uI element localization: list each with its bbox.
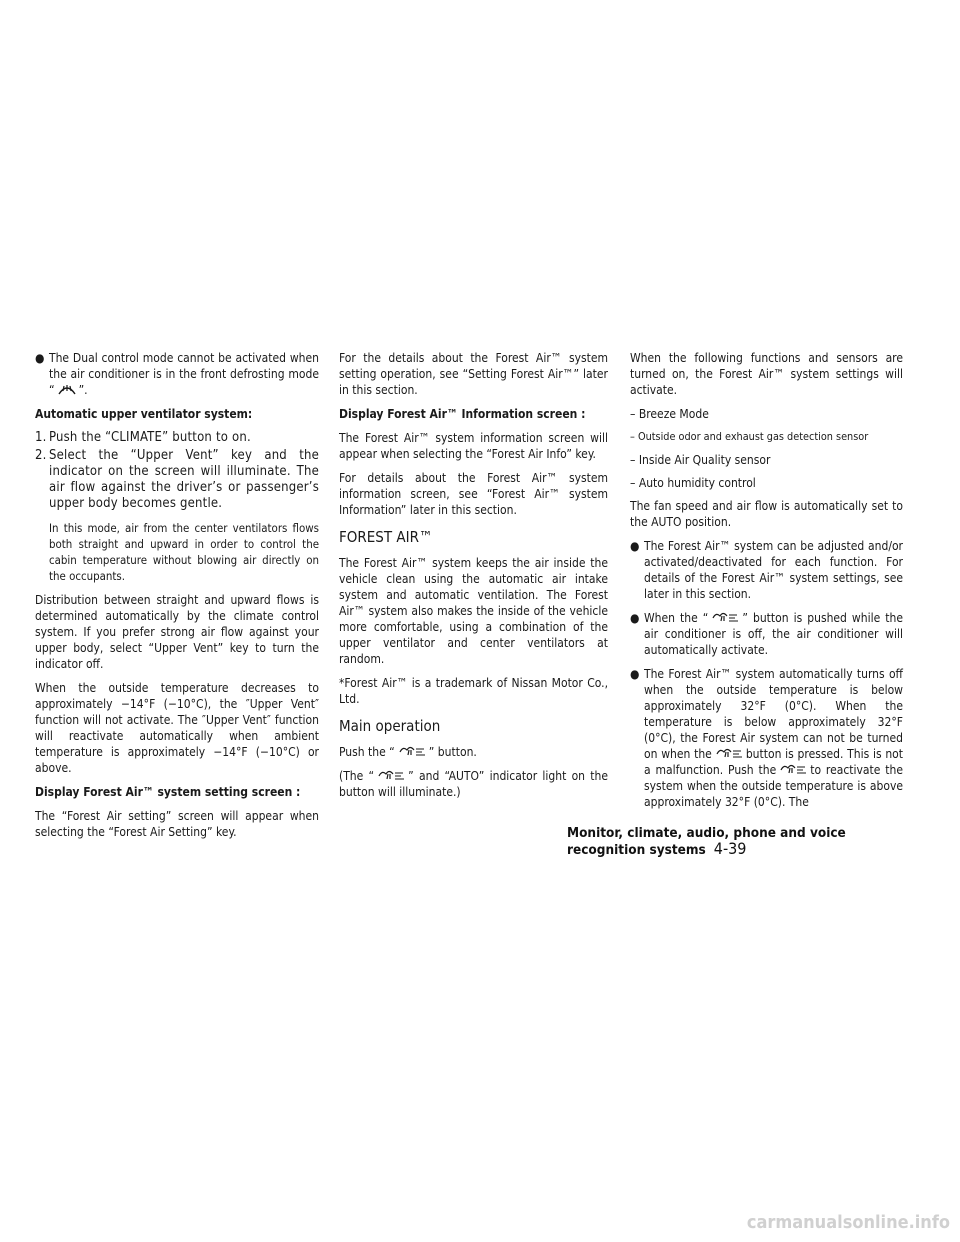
watermark: carmanualsonline.info [746, 1212, 950, 1233]
forest-air-icon [397, 744, 427, 758]
bullet-mark: ● [630, 539, 640, 553]
step-1 [35, 430, 319, 446]
bullet-auto-off [630, 666, 903, 810]
step-2 [35, 448, 319, 512]
forest-air-icon [778, 762, 808, 776]
para-fan-speed: The fan speed and air flow is automatically set to the AUTO position. [630, 499, 903, 529]
step-2-text: Select the “Upper Vent” key and the indicator on the screen will illuminate. The air flow against the driver’s or passenger’s upper body becomes gentle. [49, 448, 319, 511]
indicator-text-a: (The “ [339, 769, 375, 783]
dash-odor-sensor: – Outside odor and exhaust gas detection sensor [630, 430, 869, 443]
push-text-a: Push the “ [339, 745, 395, 759]
para-distribution: Distribution between straight and upward flows is determined automatically by the climate control system. If you prefer strong air flow against your upper body, select “Upper Vent” key to turn the indicator off. [35, 593, 319, 671]
page-footer [567, 825, 907, 858]
bullet-dual-control [35, 350, 319, 398]
para-forest-air: The Forest Air™ system keeps the air inside the vehicle clean using the automatic air intake system and automatic ventilation. The Forest Air™ system also makes the inside of the vehicle more comfortable, using a combination of the upper ventilator and center ventilators at random. [339, 556, 608, 666]
bullet-mark: ● [630, 611, 640, 625]
bullet-adjusted-text: The Forest Air™ system can be adjusted and/or activated/deactivated for each function. For details of the Forest Air™ system settings, see later in this section. [644, 539, 903, 601]
bullet-when-text-b: ” button is pushed while the air conditioner is off, the air conditioner will automatically activate. [644, 611, 903, 657]
column-right [630, 350, 903, 818]
para-details-info: For details about the Forest Air™ system information screen, see “Forest Air™ system Information” later in this section. [339, 471, 608, 517]
dash-air-quality: – Inside Air Quality sensor [630, 453, 771, 467]
dash-breeze-mode: – Breeze Mode [630, 407, 709, 421]
bullet-adjusted [630, 538, 903, 602]
para-trademark: *Forest Air™ is a trademark of Nissan Motor Co., Ltd. [339, 676, 608, 706]
para-details-setting: For the details about the Forest Air™ system setting operation, see “Setting Forest Air™” later in this section. [339, 351, 608, 397]
step-1-text: Push the “CLIMATE” button to on. [49, 430, 251, 445]
step-1-number: 1. [35, 430, 47, 445]
push-text-b: ” button. [428, 745, 477, 759]
bullet-dual-text-a: The Dual control mode cannot be activated when the air conditioner is in the front defrosting mode “ [49, 351, 319, 397]
column-middle [339, 350, 608, 808]
dash-humidity: – Auto humidity control [630, 476, 756, 490]
para-temperature: When the outside temperature decreases to approximately −14°F (−10°C), the ″Upper Vent″ function will not activate. The ″Upper Vent″ function will reactivate automatically when ambient temperature is approximately −14°F (−10°C) or above. [35, 681, 319, 775]
heading-info-screen: Display Forest Air™ Information screen : [339, 407, 586, 421]
heading-main-operation: Main operation [339, 717, 441, 735]
para-setting-screen: The “Forest Air setting” screen will appear when selecting the “Forest Air Setting” key. [35, 809, 319, 839]
forest-air-icon [710, 610, 740, 624]
heading-setting-screen: Display Forest Air™ system setting screen : [35, 785, 301, 799]
bullet-when-text-a: When the “ [644, 611, 709, 625]
page-number: 4-39 [713, 839, 747, 858]
step-2-number: 2. [35, 448, 47, 463]
para-push-button [339, 744, 608, 760]
bullet-off-text-c: to reactivate the system when the outside temperature is above approximately 32°F (0°C). The [644, 763, 903, 809]
indicator-text-b: ” and “AUTO” indicator light on the button will illuminate.) [339, 769, 608, 799]
bullet-off-text-b: button is pressed. This is not a malfunction. Push the [644, 747, 903, 777]
bullet-mark: ● [35, 351, 45, 365]
para-following: When the following functions and sensors are turned on, the Forest Air™ system settings will activate. [630, 351, 903, 397]
bullet-dual-text-b: ”. [78, 383, 88, 397]
column-left [35, 350, 319, 848]
forest-air-icon [376, 768, 406, 782]
bullet-off-text-a: The Forest Air™ system automatically turns off when the outside temperature is below approximately 32°F (0°C). When the temperature is below approximately 32°F (0°C), the Forest Air system can not be turned on when the [644, 667, 903, 761]
para-info-screen: The Forest Air™ system information screen will appear when selecting the “Forest Air Info” key. [339, 431, 608, 461]
step-2-note: In this mode, air from the center ventilators flows both straight and upward in order to control the cabin temperature without blowing air directly on the occupants. [49, 521, 319, 583]
forest-air-icon [714, 746, 744, 760]
bullet-mark: ● [630, 667, 640, 681]
para-indicator [339, 768, 608, 800]
bullet-when-pushed [630, 610, 903, 658]
heading-forest-air: FOREST AIR™ [339, 528, 433, 546]
footer-section-title: Monitor, climate, audio, phone and voice recognition systems [567, 825, 846, 858]
heading-upper-ventilator: Automatic upper ventilator system: [35, 407, 253, 421]
front-defrost-icon [57, 382, 77, 396]
